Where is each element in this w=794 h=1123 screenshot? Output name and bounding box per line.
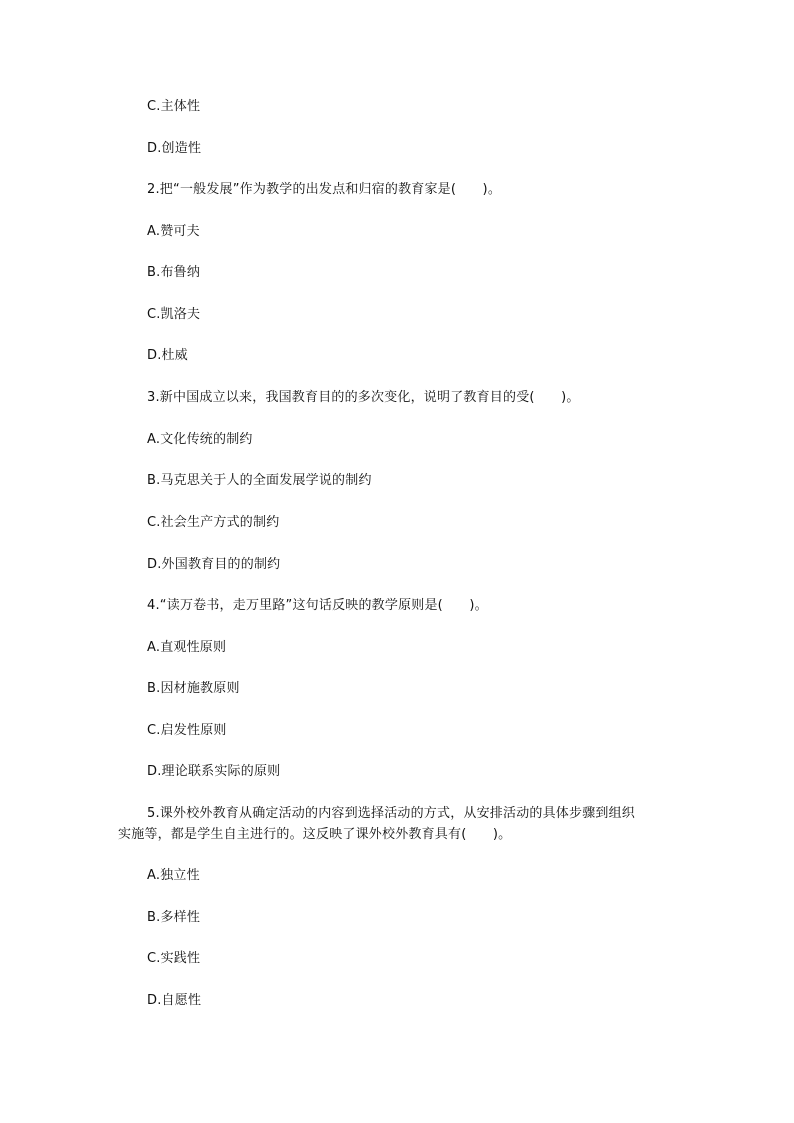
q5-option-a: A.独立性 <box>147 868 200 883</box>
q3-option-c: C.社会生产方式的制约 <box>147 515 280 530</box>
q4-option-a: A.直观性原则 <box>147 640 227 655</box>
q3-option-a: A.文化传统的制约 <box>147 432 253 447</box>
q5-option-d: D.自愿性 <box>147 993 202 1008</box>
q3-question: 3.新中国成立以来，我国教育目的的多次变化，说明了教育目的受( )。 <box>147 390 580 405</box>
q4-option-b: B.因材施教原则 <box>147 681 240 696</box>
q2-option-d: D.杜威 <box>147 348 188 363</box>
q2-option-c: C.凯洛夫 <box>147 307 201 322</box>
q3-option-d: D.外国教育目的的制约 <box>147 557 281 572</box>
q5-option-c: C.实践性 <box>147 951 201 966</box>
q1-option-c: C.主体性 <box>147 99 201 114</box>
q2-option-b: B.布鲁纳 <box>147 265 201 280</box>
q2-option-a: A.赞可夫 <box>147 224 200 239</box>
q5-question-line-2: 实施等，都是学生自主进行的。这反映了课外校外教育具有( )。 <box>118 827 512 842</box>
q5-question-line-1: 5.课外校外教育从确定活动的内容到选择活动的方式，从安排活动的具体步骤到组织 <box>147 806 636 821</box>
q5-option-b: B.多样性 <box>147 910 201 925</box>
q2-question: 2.把“一般发展”作为教学的出发点和归宿的教育家是( )。 <box>147 182 502 197</box>
q4-question: 4.“读万卷书，走万里路”这句话反映的教学原则是( )。 <box>147 598 488 613</box>
q4-option-d: D.理论联系实际的原则 <box>147 764 281 779</box>
q3-option-b: B.马克思关于人的全面发展学说的制约 <box>147 473 372 488</box>
q4-option-c: C.启发性原则 <box>147 723 227 738</box>
q1-option-d: D.创造性 <box>147 141 202 156</box>
